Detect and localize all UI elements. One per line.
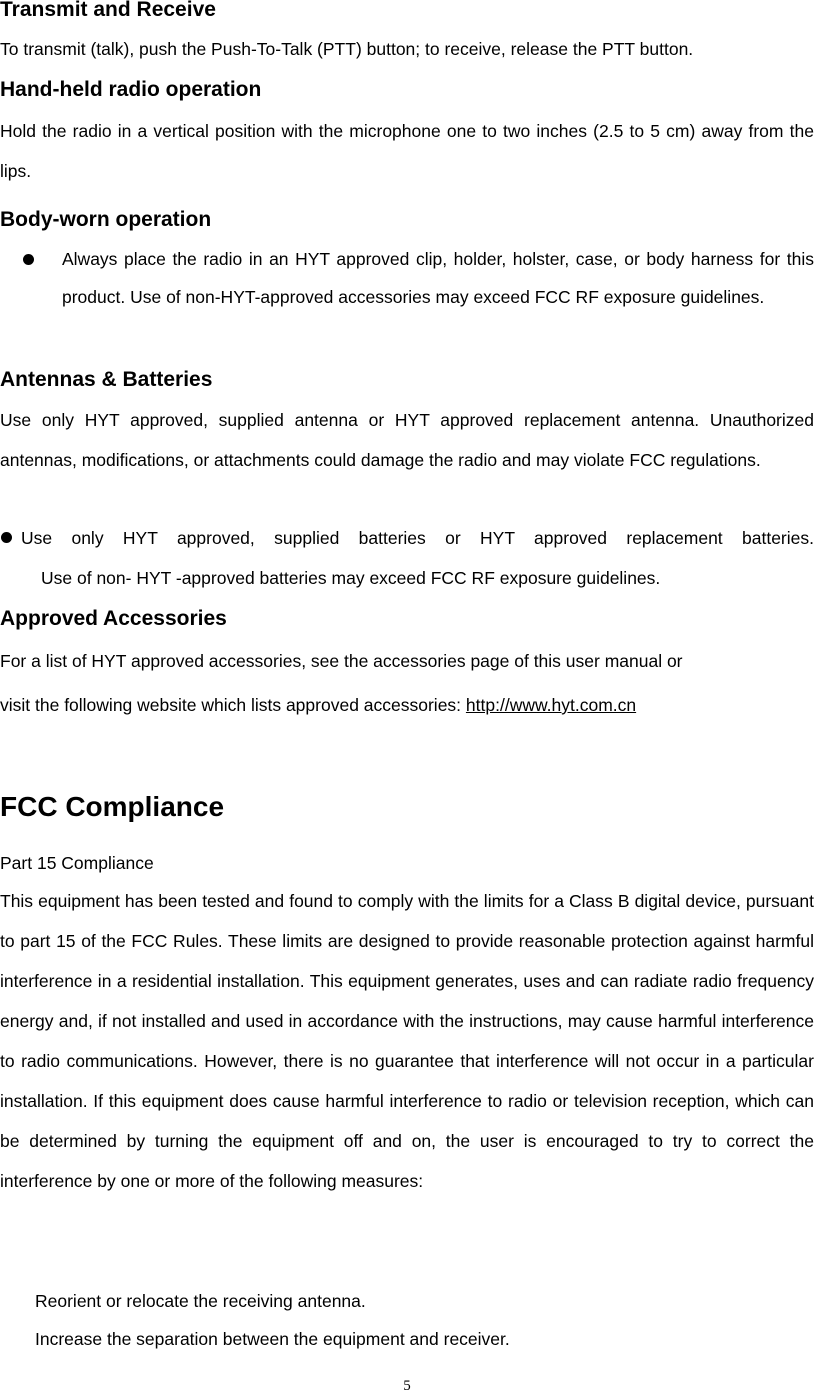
page-number: 5	[403, 1378, 411, 1394]
bodyworn-bullet-text: Always place the radio in an HYT approved clip, holder, holster, case, or body harness for this product. Use of non-HYT-approved accessories may exceed FCC RF exposure guidelines.	[62, 249, 814, 307]
heading-fcc-compliance: FCC Compliance	[0, 791, 225, 822]
bullet-dot-icon	[1, 532, 12, 543]
fcc-subtitle: Part 15 Compliance	[0, 853, 154, 873]
accessories-body-line2	[0, 685, 814, 725]
hyt-website-link[interactable]: http://www.hyt.com.cn	[465, 695, 637, 715]
batteries-bullet-line1: Use only HYT approved, supplied batteries or HYT approved replacement batteries.	[21, 528, 814, 548]
heading-bodyworn: Body-worn operation	[0, 208, 212, 231]
heading-antennas: Antennas & Batteries	[0, 368, 213, 391]
batteries-bullet-line2: Use of non- HYT -approved batteries may exceed FCC RF exposure guidelines.	[41, 568, 661, 588]
fcc-measure-item: Increase the separation between the equipment and receiver.	[35, 1329, 510, 1349]
heading-handheld: Hand-held radio operation	[0, 78, 262, 101]
accessories-body-line1: For a list of HYT approved accessories, see the accessories page of this user manual or	[0, 651, 683, 671]
bullet-dot-icon	[23, 254, 34, 265]
fcc-body: This equipment has been tested and found to comply with the limits for a Class B digital device, pursuant to part 15 of the FCC Rules. These limits are designed to provide reasonable protection against harmful interference in a residential installation. This equipment generates, uses and can radiate radio frequency energy and, if not installed and used in accordance with the instructions, may cause harmful interference to radio communications. However, there is no guarantee that interference will not occur in a particular installation. If this equipment does cause harmful interference to radio or television reception, which can be determined by turning the equipment off and on, the user is encouraged to try to correct the interference by one or more of the following measures:	[0, 891, 814, 1191]
heading-transmit-receive: Transmit and Receive	[0, 0, 216, 21]
transmit-body: To transmit (talk), push the Push-To-Talk (PTT) button; to receive, release the PTT button.	[0, 39, 694, 59]
handheld-body: Hold the radio in a vertical position with the microphone one to two inches (2.5 to 5 cm) away from the lips.	[0, 121, 814, 181]
fcc-measure-item: Reorient or relocate the receiving antenna.	[35, 1291, 366, 1311]
accessories-body-line2-text: visit the following website which lists approved accessories:	[0, 695, 462, 715]
heading-accessories: Approved Accessories	[0, 607, 227, 630]
antennas-body: Use only HYT approved, supplied antenna or HYT approved replacement antenna. Unauthorized antennas, modifications, or attachments could damage the radio and may violate FCC regulations.	[0, 410, 814, 470]
